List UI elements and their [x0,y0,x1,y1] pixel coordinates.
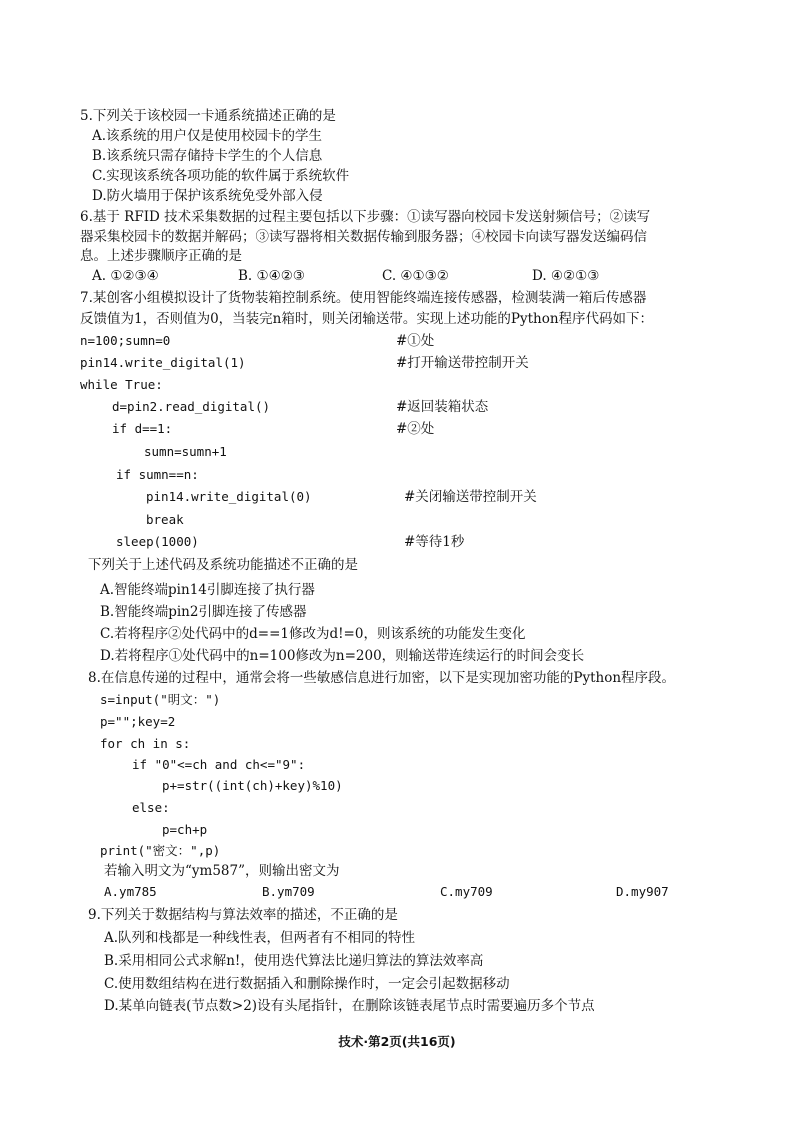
q7-code-comment: #②处 [396,421,435,437]
q8-code-line: if "0"<=ch and ch<="9": [132,757,306,772]
q8-code-line: p=ch+p [162,822,208,837]
q5-option-d: D.防火墙用于保护该系统免受外部入侵 [92,188,323,204]
q9-option-b: B.采用相同公式求解n!，使用迭代算法比递归算法的算法效率高 [104,953,484,969]
q7-code-comment: #等待1秒 [404,534,465,550]
q6-stem-line: 器采集校园卡的数据并解码；③读写器将相关数据传输到服务器；④校园卡向读写器发送编码信 [80,229,647,245]
q8-code-line: else: [132,800,170,815]
q7-code-comment: #打开输送带控制开关 [396,355,529,371]
q7-code-line: d=pin2.read_digital() [112,399,271,414]
q9-option-c: C.使用数组结构在进行数据插入和删除操作时，一定会引起数据移动 [104,976,510,992]
q6-stem-line: 6.基于 RFID 技术采集数据的过程主要包括以下步骤：①读写器向校园卡发送射频信号；②读写 [80,209,651,225]
q7-code-line: sleep(1000) [116,534,199,549]
q8-code-line: p="";key=2 [100,714,176,729]
q8-question: 若输入明文为“ym587”，则输出密文为 [104,863,340,879]
q5-option-a: A.该系统的用户仅是使用校园卡的学生 [92,128,323,144]
q7-code-line: pin14.write_digital(0) [146,489,312,504]
q7-code-line: pin14.write_digital(1) [80,355,246,370]
q5-option-b: B.该系统只需存储持卡学生的个人信息 [92,148,323,164]
q7-code-line: if sumn==n: [116,467,199,482]
q7-option-a: A.智能终端pin14引脚连接了执行器 [100,582,315,598]
q7-stem-line: 7.某创客小组模拟设计了货物装箱控制系统。使用智能终端连接传感器，检测装满一箱后传感器 [80,290,647,306]
q6-option-b: B. ①④②③ [238,268,305,284]
q7-code-line: sumn=sumn+1 [144,444,227,459]
q5-option-c: C.实现该系统各项功能的软件属于系统软件 [92,168,350,184]
page-footer: 技术·第2页(共16页) [338,1034,456,1049]
q8-code-line: p+=str((int(ch)+key)%10) [162,778,343,793]
q7-option-c: C.若将程序②处代码中的d==1修改为d!=0，则该系统的功能发生变化 [100,626,526,642]
q7-code-line: while True: [80,377,163,392]
q7-option-b: B.智能终端pin2引脚连接了传感器 [100,604,307,620]
q6-stem-line: 息。上述步骤顺序正确的是 [80,248,242,264]
q7-code-comment: #返回装箱状态 [396,399,489,415]
q5-stem: 5.下列关于该校园一卡通系统描述正确的是 [80,108,336,124]
q7-code-line: n=100;sumn=0 [80,333,171,348]
q8-code-line: print("密文：",p) [100,843,221,858]
q7-stem-line: 反馈值为1，否则值为0，当装完n箱时，则关闭输送带。实现上述功能的Python程序代码如下： [80,311,654,327]
q9-option-d: D.某单向链表(节点数>2)设有头尾指针，在删除该链表尾节点时需要遍历多个节点 [104,998,595,1014]
q6-option-c: C. ④①③② [382,268,449,284]
q7-code-line: if d==1: [112,421,173,436]
q8-option-b: B.ym709 [262,884,315,899]
q7-option-d: D.若将程序①处代码中的n=100修改为n=200，则输送带连续运行的时间会变长 [100,648,585,664]
q7-code-comment: #①处 [396,333,435,349]
q7-question: 下列关于上述代码及系统功能描述不正确的是 [88,557,358,573]
q7-code-line: break [146,512,184,527]
q7-code-comment: #关闭输送带控制开关 [404,489,537,505]
q6-option-a: A. ①②③④ [92,268,159,284]
q8-code-line: s=input("明文：") [100,692,221,707]
q6-option-d: D. ④②①③ [532,268,600,284]
q8-option-a: A.ym785 [104,884,157,899]
q8-option-d: D.my907 [616,884,669,899]
q8-stem: 8.在信息传递的过程中，通常会将一些敏感信息进行加密，以下是实现加密功能的Python程序段。 [88,670,676,686]
q9-stem: 9.下列关于数据结构与算法效率的描述，不正确的是 [88,907,398,923]
q8-code-line: for ch in s: [100,736,191,751]
q8-option-c: C.my709 [440,884,493,899]
q9-option-a: A.队列和栈都是一种线性表，但两者有不相同的特性 [104,930,416,946]
